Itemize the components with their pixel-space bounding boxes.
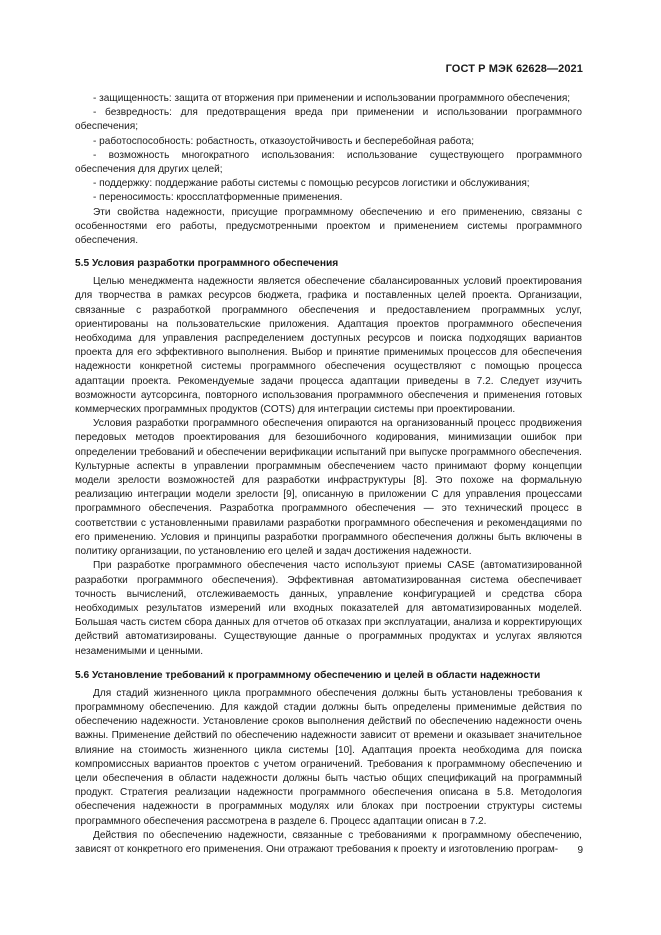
list-item: - поддержку: поддержание работы системы с помощью ресурсов логистики и обслуживания; [93, 178, 530, 190]
section-5-5-paragraph: Целью менеджмента надежности является обеспечение сбалансированных условий проектирования для творчества в рамках ресурсов бюджета, графика и поставленных целей проекта. Организации, связанные с разработкой программного обеспечения и предоставлением программных услуг, ориентированы на пользовательские приложения. Адаптация проектов программного обеспечения необходима для управления распределением доступных ресурсов и поиска подходящих вариантов проекта для его эффективного выполнения. Выбор и принятие применимых процессов для обеспечения надежности конкретной системы программного обеспечения осуществляют с помощью процесса адаптации проекта. Рекомендуемые задачи процесса адаптации приведены в 7.2. Следует изучить возможности аутсорсинга, повторного использования программного обеспечения и применения готовых коммерческих программных продуктов (COTS) для интеграции системы при проектировании. [75, 276, 582, 416]
section-5-6-heading: 5.6 Установление требований к программному обеспечению и целей в области надежности [75, 669, 541, 681]
list-item: - безвредность: для предотвращения вреда при применении и использовании программного обеспечения; [75, 107, 582, 133]
standard-header: ГОСТ Р МЭК 62628—2021 [445, 63, 583, 75]
page-number: 9 [577, 845, 583, 856]
section-5-5-paragraph: Условия разработки программного обеспечения опираются на организованный процесс продвижения передовых методов проектирования для безошибочного кодирования, минимизации ошибок при определении требований и обеспечении верификации испытаний при выпуске программного обеспечения. Культурные аспекты в управлении программным обеспечением часто принимают форму концепции модели зрелости возможностей для разработки инфраструктуры [8]. Это похоже на формальную реализацию интеграции модели зрелости [9], описанную в приложении С для управления процессами программного обеспечения. Разработка программного обеспечения — это технический процесс в соответствии с установленными правилами разработки программного обеспечения и рекомендациями по его применению. Условия и принципы разработки программного обеспечения должны быть включены в политику организации, по установлению его целей и задач достижения надежности. [75, 418, 582, 558]
intro-paragraph: Эти свойства надежности, присущие программному обеспечению и его применению, связаны с особенностями его работы, предусмотренными проектом и применением системы программного обеспечения. [75, 206, 582, 247]
list-item: - работоспособность: робастность, отказоустойчивость и бесперебойная работа; [93, 135, 475, 147]
section-5-5-paragraph: При разработке программного обеспечения часто используют приемы CASE (автоматизированной разработки программного обеспечения). Эффективная автоматизированная система обеспечивает точность вычислений, отслеживаемость данных, управление конфигурацией и средства сбора необходимых результатов измерений или входных показателей для автоматизированных моделей. Большая часть систем сбора данных для отчетов об отказах при эксплуатации, анализа и корректирующих действий автоматизированы. Существующие данные о программных продуктах и услугах являются незаменимыми и ценными. [75, 560, 582, 657]
section-5-6-paragraph: Действия по обеспечению надежности, связанные с требованиями к программному обеспечению, зависят от конкретного его применения. Они отражают требования к проекту и изготовлению програм- [75, 829, 582, 855]
list-item: - защищенность: защита от вторжения при применении и использовании программного обеспечения; [93, 93, 571, 104]
page-content [75, 92, 582, 857]
list-item: - возможность многократного использования: использование существующего программного обеспечения для других целей; [75, 149, 582, 176]
section-5-6-paragraph: Для стадий жизненного цикла программного обеспечения должны быть установлены требования к программному обеспечению. Для каждой стадии должны быть определены применимые действия по обеспечению надежности. Установление сроков выполнения действий по обеспечению надежности очень важны. Применение действий по обеспечению надежности зависит от времени и оказывает значительное влияние на стоимость жизненного цикла системы [10]. Адаптация проекта необходима для поиска компромиссных вариантов проектов с учетом ограничений. Требования к программному обеспечению и цели обеспечения в области надежности должны быть частью общих спецификаций на программный продукт. Стратегия реализации надежности программного обеспечения описана в 5.8. Методология обеспечения надежности в программных модулях или блоках при построении структуры системы программного обеспечения рассмотрена в разделе 6. Процесс адаптации описан в 7.2. [75, 687, 582, 827]
section-5-5-heading: 5.5 Условия разработки программного обеспечения [75, 258, 339, 270]
list-item: - переносимость: кроссплатформенные применения. [93, 192, 343, 204]
